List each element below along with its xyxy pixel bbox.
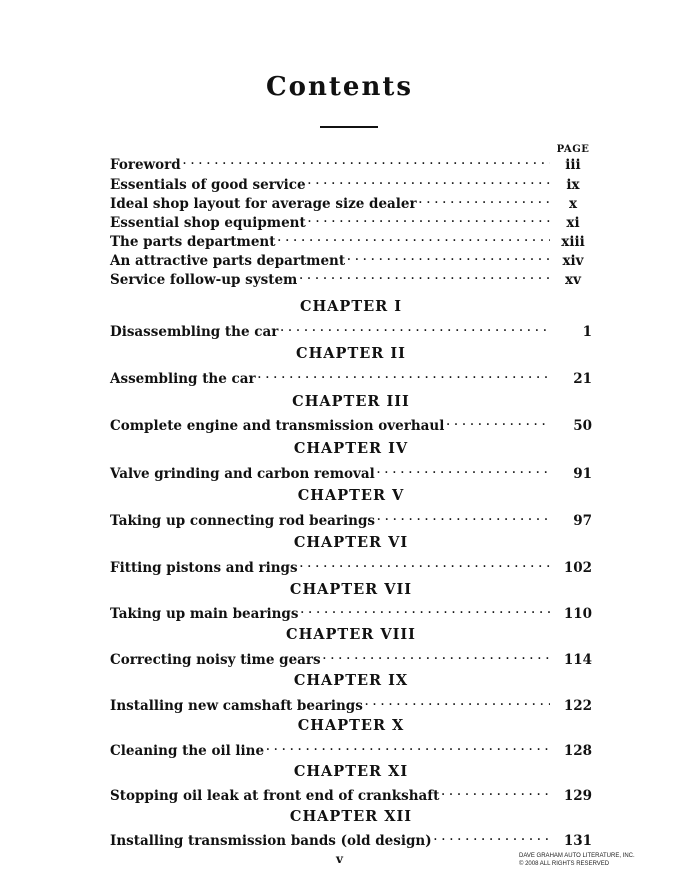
- publisher-name: DAVE GRAHAM AUTO LITERATURE, INC.: [519, 853, 635, 859]
- toc-entry-attractive-parts[interactable]: [110, 247, 592, 269]
- toc-entry-page: xi: [566, 215, 580, 231]
- chapter-heading: CHAPTER X: [297, 717, 405, 734]
- dot-leader: [183, 151, 550, 169]
- publisher-notice: [519, 852, 669, 868]
- toc-entry-chapter[interactable]: [110, 692, 592, 714]
- toc-entry-chapter[interactable]: [110, 646, 592, 668]
- dot-leader: [299, 266, 550, 284]
- dot-leader: [300, 600, 550, 618]
- dot-leader: [365, 692, 550, 710]
- toc-entry-label: Ideal shop layout for average size dealer: [110, 196, 417, 212]
- dot-leader: [419, 190, 550, 208]
- toc-entry-chapter[interactable]: [110, 365, 592, 387]
- toc-entry-label: Taking up main bearings: [110, 606, 299, 622]
- page-title: Contents: [265, 72, 414, 102]
- toc-entry-label: Taking up connecting rod bearings: [110, 513, 376, 529]
- chapter-heading: CHAPTER XII: [289, 808, 413, 825]
- toc-entry-chapter[interactable]: [110, 827, 592, 849]
- toc-entry-chapter[interactable]: [110, 782, 592, 804]
- chapter-heading: CHAPTER III: [292, 393, 410, 410]
- toc-entry-page: 122: [563, 698, 592, 714]
- toc-entry-parts-department[interactable]: [110, 228, 592, 250]
- dot-leader: [300, 554, 550, 572]
- title-rule: [320, 126, 378, 128]
- toc-entry-label: Disassembling the car: [110, 324, 279, 340]
- chapter-heading: CHAPTER II: [296, 345, 406, 362]
- toc-entry-label: An attractive parts department: [110, 253, 346, 269]
- toc-entry-page: 129: [563, 788, 592, 804]
- toc-entry-label: The parts department: [110, 234, 276, 250]
- page-number: v: [336, 852, 343, 866]
- toc-entry-label: Complete engine and transmission overhaul: [110, 418, 445, 434]
- toc-entry-chapter[interactable]: [110, 507, 592, 529]
- toc-entry-page: 102: [563, 560, 592, 576]
- dot-leader: [446, 412, 550, 430]
- dot-leader: [323, 646, 550, 664]
- toc-entry-essentials[interactable]: [110, 171, 592, 193]
- page-column-label: PAGE: [556, 144, 590, 155]
- toc-entry-chapter[interactable]: [110, 412, 592, 434]
- toc-entry-label: Stopping oil leak at front end of crankshaft: [110, 788, 440, 804]
- chapter-heading: CHAPTER VI: [293, 534, 409, 551]
- toc-entry-page: 1: [582, 324, 592, 340]
- toc-entry-follow-up[interactable]: [110, 266, 592, 288]
- chapter-heading: CHAPTER V: [297, 487, 405, 504]
- dot-leader: [277, 228, 550, 246]
- toc-entry-label: Cleaning the oil line: [110, 743, 265, 759]
- dot-leader: [434, 827, 550, 845]
- toc-entry-chapter[interactable]: [110, 318, 592, 340]
- chapter-heading: CHAPTER IV: [293, 440, 409, 457]
- toc-entry-page: 128: [563, 743, 592, 759]
- toc-entry-label: Assembling the car: [110, 371, 256, 387]
- toc-entry-label: Fitting pistons and rings: [110, 560, 298, 576]
- dot-leader: [441, 782, 550, 800]
- toc-entry-page: xiv: [562, 253, 584, 269]
- toc-entry-page: xiii: [561, 234, 585, 250]
- chapter-heading: CHAPTER IX: [293, 672, 409, 689]
- toc-entry-label: Service follow-up system: [110, 272, 298, 288]
- toc-entry-label: Correcting noisy time gears: [110, 652, 321, 668]
- chapter-heading: CHAPTER VIII: [286, 626, 416, 643]
- toc-entry-page: 97: [573, 513, 592, 529]
- toc-entry-shop-layout[interactable]: [110, 190, 592, 212]
- toc-entry-label: Foreword: [110, 157, 181, 173]
- toc-entry-page: iii: [565, 157, 581, 173]
- toc-entry-page: 110: [563, 606, 592, 622]
- dot-leader: [377, 460, 550, 478]
- dot-leader: [308, 171, 550, 189]
- toc-entry-page: xv: [565, 272, 581, 288]
- dot-leader: [308, 209, 550, 227]
- toc-entry-label: Valve grinding and carbon removal: [110, 466, 375, 482]
- toc-entry-label: Installing new camshaft bearings: [110, 698, 363, 714]
- toc-entry-shop-equipment[interactable]: [110, 209, 592, 231]
- toc-entry-page: 50: [573, 418, 592, 434]
- chapter-heading: CHAPTER I: [299, 298, 403, 315]
- toc-entry-page: 91: [573, 466, 592, 482]
- toc-entry-page: 131: [563, 833, 592, 849]
- dot-leader: [258, 365, 550, 383]
- dot-leader: [347, 247, 550, 265]
- toc-entry-chapter[interactable]: [110, 600, 592, 622]
- toc-entry-page: 21: [573, 371, 592, 387]
- toc-entry-label: Essentials of good service: [110, 177, 306, 193]
- toc-entry-page: x: [568, 196, 578, 212]
- chapter-heading: CHAPTER XI: [293, 763, 409, 780]
- toc-entry-label: Installing transmission bands (old design): [110, 833, 432, 849]
- toc-entry-chapter[interactable]: [110, 737, 592, 759]
- toc-entry-page: 114: [563, 652, 592, 668]
- dot-leader: [266, 737, 550, 755]
- chapter-heading: CHAPTER VII: [289, 581, 413, 598]
- dot-leader: [377, 507, 550, 525]
- toc-entry-label: Essential shop equipment: [110, 215, 306, 231]
- toc-entry-chapter[interactable]: [110, 554, 592, 576]
- dot-leader: [280, 318, 550, 336]
- toc-entry-chapter[interactable]: [110, 460, 592, 482]
- toc-entry-page: ix: [566, 177, 580, 193]
- toc-entry-foreword[interactable]: [110, 151, 592, 173]
- copyright-line: © 2008 ALL RIGHTS RESERVED: [519, 861, 610, 867]
